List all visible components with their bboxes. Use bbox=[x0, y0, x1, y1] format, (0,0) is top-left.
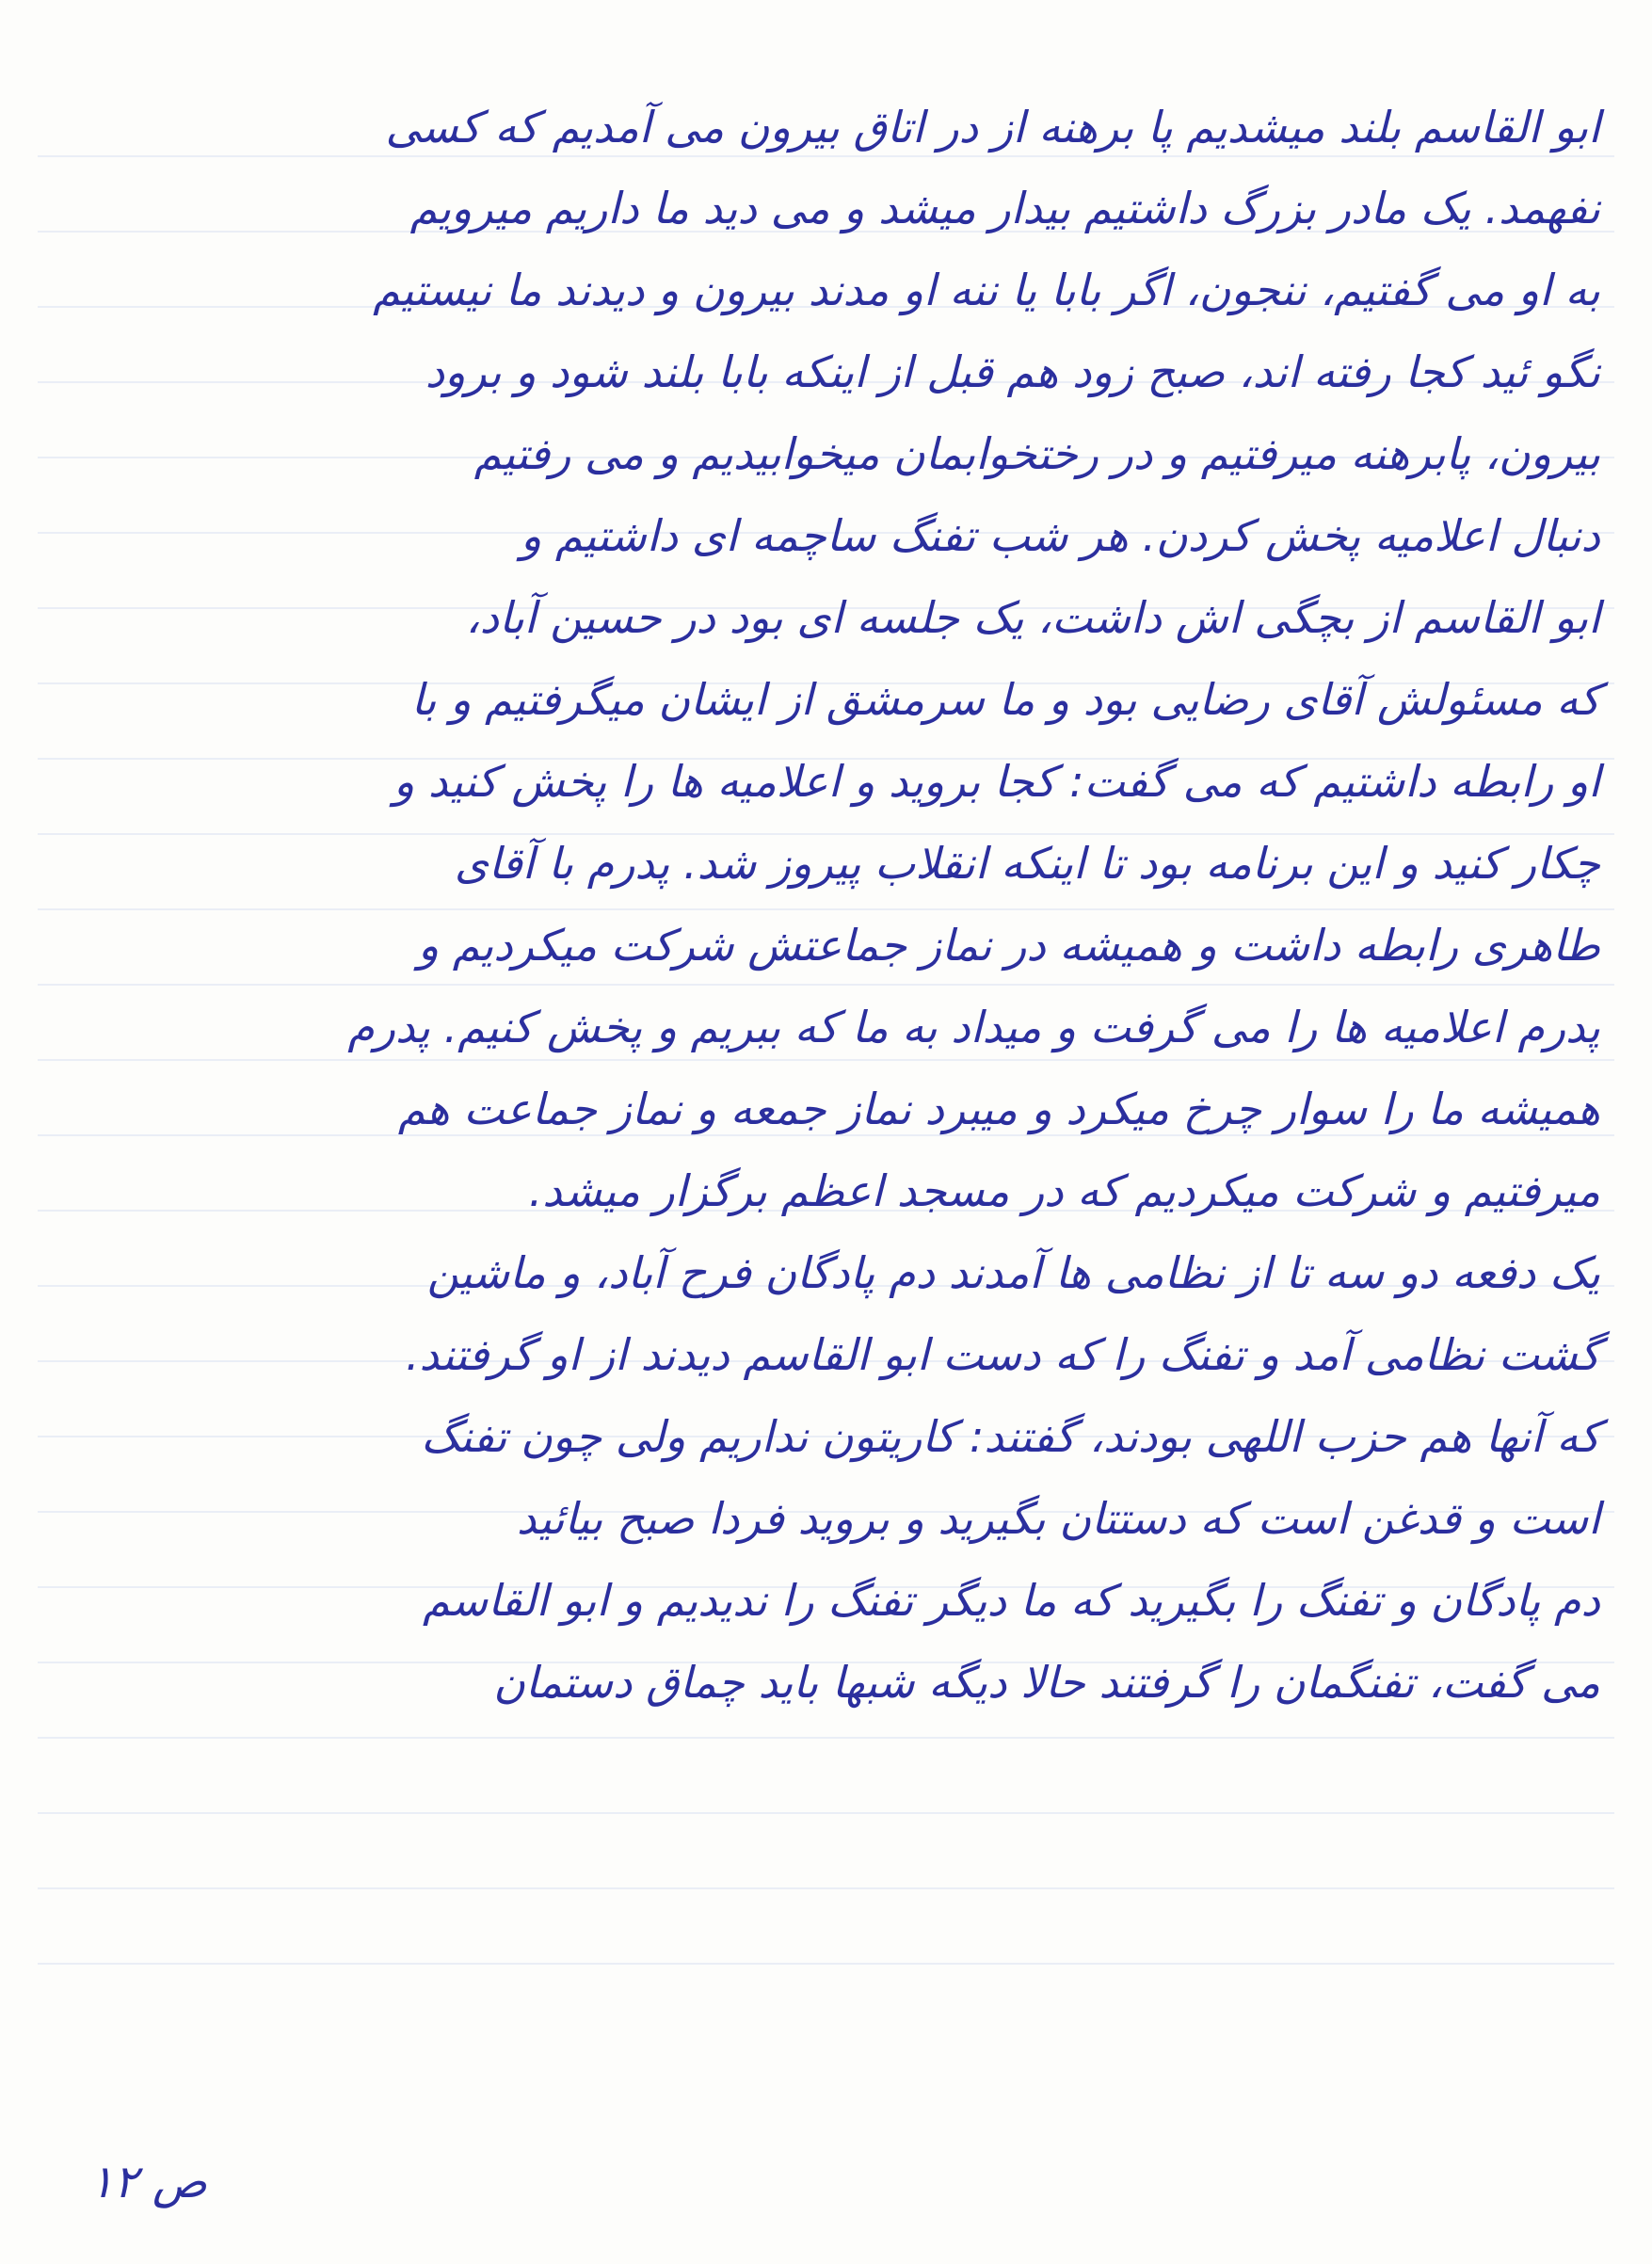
text-line: که آنها هم حزب اللهی بودند، گفتند: کاریتون نداریم ولی چون تفنگ bbox=[421, 1411, 1600, 1462]
page-number: ص ۱۲ bbox=[89, 2156, 207, 2208]
text-line: یک دفعه دو سه تا از نظامی ها آمدند دم پادگان فرح آباد، و ماشین bbox=[426, 1247, 1600, 1298]
text-line: دنبال اعلامیه پخش کردن. هر شب تفنگ ساچمه ای داشتیم و bbox=[521, 510, 1600, 561]
text-line: ابو القاسم از بچگی اش داشت، یک جلسه ای بود در حسین آباد، bbox=[465, 592, 1600, 643]
text-line: چکار کنید و این برنامه بود تا اینکه انقلاب پیروز شد. پدرم با آقای bbox=[454, 838, 1600, 889]
text-line: ابو القاسم بلند میشدیم پا برهنه از در اتاق بیرون می آمدیم که کسی bbox=[385, 102, 1600, 153]
text-line: به او می گفتیم، ننجون، اگر بابا یا ننه او مدند بیرون و دیدند ما نیستیم bbox=[373, 265, 1600, 315]
text-line: بیرون، پابرهنه میرفتیم و در رختخوابمان میخوابیدیم و می رفتیم bbox=[473, 428, 1600, 479]
text-line: همیشه ما را سوار چرخ میکرد و میبرد نماز جمعه و نماز جماعت هم bbox=[397, 1084, 1600, 1134]
text-line: پدرم اعلامیه ها را می گرفت و میداد به ما که ببریم و پخش کنیم. پدرم bbox=[347, 1002, 1600, 1052]
text-line: است و قدغن است که دستتان بگیرید و بروید فردا صبح بیائید bbox=[516, 1493, 1600, 1544]
ruled-line bbox=[38, 1887, 1614, 1889]
ruled-line bbox=[38, 1963, 1614, 1965]
text-line: او رابطه داشتیم که می گفت: کجا بروید و اعلامیه ها را پخش کنید و bbox=[393, 756, 1600, 807]
text-line: طاهری رابطه داشت و همیشه در نماز جماعتش شرکت میکردیم و bbox=[417, 920, 1600, 971]
text-line: می گفت، تفنگمان را گرفتند حالا دیگه شبها باید چماق دستمان bbox=[493, 1657, 1600, 1708]
text-line: دم پادگان و تفنگ را بگیرید که ما دیگر تفنگ را ندیدیم و ابو القاسم bbox=[423, 1575, 1600, 1626]
ruled-line bbox=[38, 984, 1614, 986]
text-line: گشت نظامی آمد و تفنگ را که دست ابو القاسم دیدند از او گرفتند. bbox=[405, 1329, 1600, 1380]
text-line: نفهمد. یک مادر بزرگ داشتیم بیدار میشد و می دید ما داریم میرویم bbox=[409, 183, 1600, 233]
ruled-line bbox=[38, 1737, 1614, 1739]
ruled-line bbox=[38, 1812, 1614, 1814]
text-line: نگو ئید کجا رفته اند، صبح زود هم قبل از اینکه بابا بلند شود و برود bbox=[425, 346, 1600, 397]
text-line: که مسئولش آقای رضایی بود و ما سرمشق از ایشان میگرفتیم و با bbox=[410, 674, 1600, 725]
text-line: میرفتیم و شرکت میکردیم که در مسجد اعظم برگزار میشد. bbox=[528, 1165, 1600, 1216]
